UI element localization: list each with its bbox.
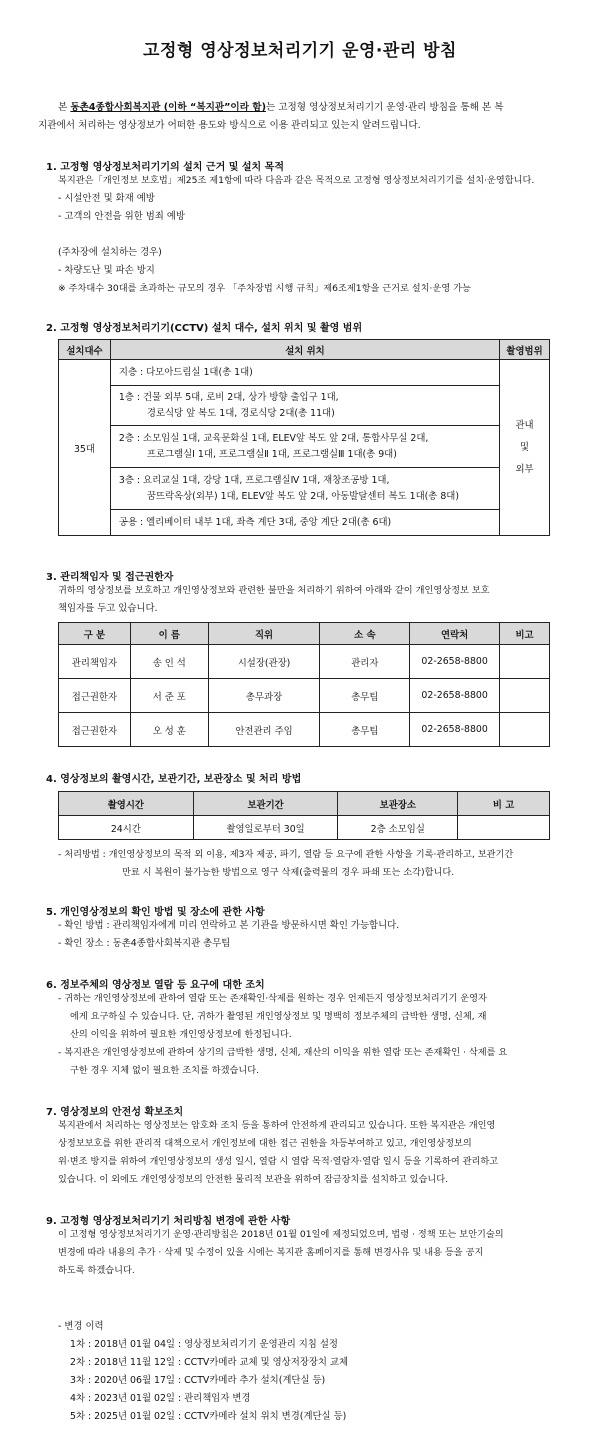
header-cell: 직위 [208,623,320,645]
section-9-line: 하도록 하겠습니다. [58,1265,135,1276]
section-4-line: 만료 시 복원이 불가능한 방법으로 영구 삭제(출력물의 경우 파쇄 또는 소각)합니다. [122,867,455,878]
name-cell: 서 준 포 [130,679,208,713]
department-cell: 총무팀 [320,679,410,713]
header-cell: 소 속 [320,623,410,645]
range-line: 관내 [515,419,534,431]
section-1-line: (주차장에 설치하는 경우) [58,247,162,258]
role-cell: 접근권한자 [59,713,131,747]
section-9-line: 변경에 따라 내용의 추가 · 삭제 및 수정이 있을 시에는 복지관 홈페이지를 통해 변경사유 및 내용 등을 공지 [58,1247,484,1258]
note-cell [500,645,550,679]
table-row [59,679,550,713]
floor-cell [110,386,499,426]
name-cell: 송 인 석 [130,645,208,679]
section-3-heading: 3. 관리책임자 및 접근권한자 [46,572,174,583]
table-header-row [59,792,550,816]
table-row [59,510,550,536]
header-cell: 촬영범위 [500,340,550,360]
section-3-line: 책임자를 두고 있습니다. [58,603,158,614]
table-row [59,426,550,468]
change-history-item: 4차 : 2023년 01월 02일 : 관리책임자 변경 [70,1393,251,1404]
header-cell: 비 고 [458,792,550,816]
floor-cell [110,510,499,536]
range-line: 외부 [515,463,534,475]
table-row [59,713,550,747]
role-cell: 관리책임자 [59,645,131,679]
cctv-installation-table [58,339,550,536]
change-history-item: 1차 : 2018년 01월 04일 : 영상정보처리기기 운영관리 지침 설정 [70,1339,338,1350]
change-history-item: 3차 : 2020년 06월 17일 : CCTV카메라 추가 설치(계단실 등) [70,1375,326,1386]
section-6-line: - 복지관은 개인영상정보에 관하여 상기의 급박한 생명, 신체, 재산의 이익을 위한 열람 또는 존재확인 · 삭제를 요 [58,1047,508,1058]
change-history-item: 2차 : 2018년 11월 12일 : CCTV카메라 교체 및 영상저장장치 교체 [70,1357,349,1368]
section-1-line: ※ 주차대수 30대를 초과하는 규모의 경우 「주차장법 시행 규칙」제6조제1항을 근거로 설치·운영 가능 [58,283,471,294]
section-6-body [58,990,568,1080]
retention-table [58,791,550,840]
section-1-line: - 차량도난 및 파손 방지 [58,265,155,276]
section-1-line: - 시설안전 및 화재 예방 [58,193,155,204]
table-row [59,468,550,510]
floor-line: 경로식당 앞 복도 1대, 경로식당 2대(총 11대) [146,407,335,419]
header-cell: 보관장소 [338,792,458,816]
header-cell: 보관기간 [193,792,338,816]
header-cell: 설치 위치 [110,340,499,360]
note-cell [500,679,550,713]
section-5-heading: 5. 개인영상정보의 확인 방법 및 장소에 관한 사항 [46,907,265,918]
section-4-line: - 처리방법 : 개인영상정보의 목적 외 이용, 제3자 제공, 파기, 열람 등 요구에 관한 사항을 기록·관리하고, 보관기간 [58,849,514,860]
range-line: 및 [520,441,530,453]
phone-cell: 02-2658-8800 [410,679,500,713]
department-cell: 관리자 [320,645,410,679]
section-3-line: 귀하의 영상정보를 보호하고 개인영상정보와 관련한 불만을 처리하기 위하여 아래와 같이 개인영상정보 보호 [58,585,490,596]
note-cell [458,816,550,840]
table-header-row [59,340,550,360]
storage-location-cell: 2층 소모임실 [338,816,458,840]
floor-line: 지층 : 다모아드림실 1대(총 1대) [118,366,253,378]
floor-cell [110,468,499,510]
section-9-body [58,1226,568,1280]
recording-time-cell: 24시간 [59,816,194,840]
section-4-heading: 4. 영상정보의 촬영시간, 보관기간, 보관장소 및 처리 방법 [46,774,302,785]
header-cell: 촬영시간 [59,792,194,816]
header-cell: 이 름 [130,623,208,645]
section-9-heading: 9. 고정형 영상정보처리기기 처리방침 변경에 관한 사항 [46,1216,291,1227]
install-count-cell: 35대 [59,360,111,536]
intro-paragraph [38,99,578,135]
floor-cell [110,360,499,386]
section-7-line: 상정보보호를 위한 관리적 대책으로서 개인정보에 대한 접근 권한을 차등부여하고 있고, 개인영상정보의 [58,1138,472,1149]
section-7-heading: 7. 영상정보의 안전성 확보조치 [46,1107,184,1118]
header-cell: 설치대수 [59,340,111,360]
note-cell [500,713,550,747]
change-history-item: 5차 : 2025년 01월 02일 : CCTV카메라 설치 위치 변경(계단실 등) [70,1411,347,1422]
section-1-body [58,172,568,298]
floor-cell [110,426,499,468]
position-cell: 총무과장 [208,679,320,713]
header-cell: 연락처 [410,623,500,645]
phone-cell: 02-2658-8800 [410,713,500,747]
department-cell: 총무팀 [320,713,410,747]
section-6-heading: 6. 정보주체의 영상정보 열람 등 요구에 대한 조치 [46,980,265,991]
section-1-line: 복지관은「개인정보 보호법」제25조 제1항에 따라 다음과 같은 목적으로 고정형 영상정보처리기기를 설치·운영합니다. [58,175,535,186]
table-row [59,645,550,679]
section-7-line: 있습니다. 이 외에도 개인영상정보의 안전한 물리적 보관을 위하여 잠금장치를 설치하고 있습니다. [58,1174,449,1185]
header-cell: 비고 [500,623,550,645]
section-1-line: - 고객의 안전을 위한 범죄 예방 [58,211,185,222]
section-4-note [58,846,568,882]
section-3-body [58,582,568,618]
managers-table [58,622,550,747]
role-cell: 접근권한자 [59,679,131,713]
section-6-line: - 귀하는 개인영상정보에 관하여 열람 또는 존재확인·삭제를 원하는 경우 언제든지 영상정보처리기기 운영자 [58,993,487,1004]
section-9-line: 이 고정형 영상정보처리기기 운영·관리방침은 2018년 01월 01일에 제정되었으며, 법령 · 정책 또는 보안기술의 [58,1229,504,1240]
intro-org: 동촌4종합사회복지관 (이하 “복지관”이라 함) [70,102,266,113]
section-6-line: 산의 이익을 위하여 필요한 개인영상정보에 한정됩니다. [70,1029,292,1040]
table-row [59,360,550,386]
section-1-heading: 1. 고정형 영상정보처리기기의 설치 근거 및 설치 목적 [46,162,284,173]
position-cell: 시설장(관장) [208,645,320,679]
change-history-label: - 변경 이력 [58,1321,104,1332]
intro-text-2: 지관에서 처리하는 영상정보가 어떠한 용도와 방식으로 이용 관리되고 있는지 알려드립니다. [38,120,421,131]
range-cell [500,360,550,536]
floor-line: 공용 : 엘리베이터 내부 1대, 좌측 계단 3대, 중앙 계단 2대(총 6대) [118,516,392,528]
section-7-line: 위·변조 방지를 위하여 개인영상정보의 생성 일시, 열람 시 열람 목적·열람자·열람 일시 등을 기록하여 관리하고 [58,1156,499,1167]
floor-line: 1층 : 건물 외부 5대, 로비 2대, 상가 방향 출입구 1대, [118,391,339,403]
floor-line: 프로그램실Ⅰ 1대, 프로그램실Ⅱ 1대, 프로그램실Ⅲ 1대(총 9대) [146,448,397,460]
section-2-heading: 2. 고정형 영상정보처리기기(CCTV) 설치 대수, 설치 위치 및 촬영 범위 [46,323,363,334]
section-6-line: 에게 요구하실 수 있습니다. 단, 귀하가 촬영된 개인영상정보 및 명백히 정보주체의 급박한 생명, 신체, 재 [70,1011,487,1022]
section-5-line: - 확인 방법 : 관리책임자에게 미리 연락하고 본 기관을 방문하시면 확인 가능합니다. [58,920,400,931]
name-cell: 오 성 훈 [130,713,208,747]
table-row [59,816,550,840]
floor-line: 2층 : 소모임실 1대, 교육문화실 1대, ELEV앞 복도 앞 2대, 통합사무실 2대, [118,432,429,444]
section-5-line: - 확인 장소 : 동촌4종합사회복지관 총무팀 [58,938,231,949]
position-cell: 안전관리 주임 [208,713,320,747]
section-7-line: 복지관에서 처리하는 영상정보는 암호화 조치 등을 통하여 안전하게 관리되고 있습니다. 또한 복지관은 개인영 [58,1120,496,1131]
header-cell: 구 분 [59,623,131,645]
floor-line: 3층 : 요리교실 1대, 강당 1대, 프로그램실Ⅳ 1대, 재창조공방 1대, [118,474,390,486]
intro-prefix: 본 [58,102,71,113]
floor-line: 꿈뜨락옥상(외부) 1대, ELEV앞 복도 앞 2대, 아동발달센터 복도 1대(총 8대) [146,490,459,502]
table-row [59,386,550,426]
section-7-body [58,1117,568,1189]
section-5-body [58,917,568,953]
phone-cell: 02-2658-8800 [410,645,500,679]
retention-period-cell: 촬영일로부터 30일 [193,816,338,840]
section-1-line [58,226,568,244]
page-title: 고정형 영상정보처리기기 운영·관리 방침 [143,41,457,61]
change-history [58,1318,568,1426]
section-6-line: 구한 경우 지체 없이 필요한 조치를 하겠습니다. [70,1065,260,1076]
table-header-row [59,623,550,645]
intro-text-1: 는 고정형 영상정보처리기기 운영·관리 방침을 통해 본 복 [265,102,504,113]
